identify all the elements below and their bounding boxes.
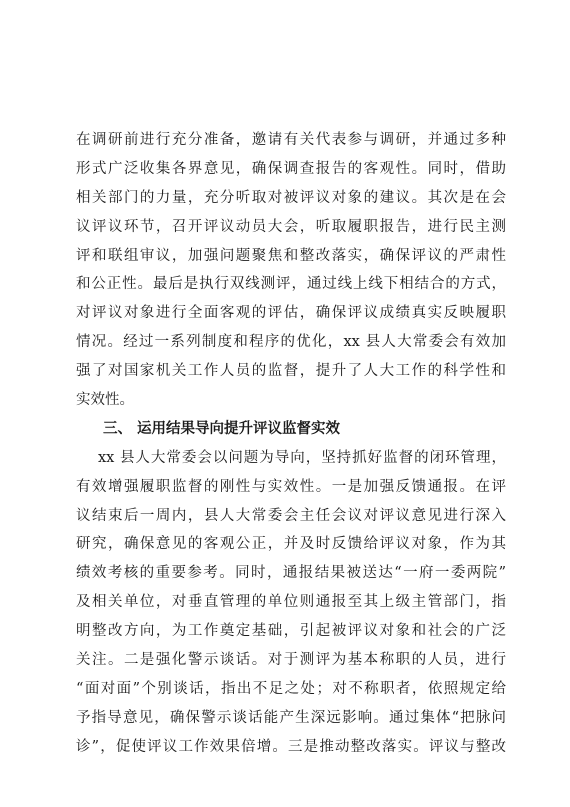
paragraph-line: 和公正性。最后是执行双线测评，通过线上线下相结合的方式， xyxy=(76,276,506,293)
paragraph-line: 予指导意见，确保警示谈话能产生深远影响。通过集体“把脉问 xyxy=(76,709,506,726)
paragraph-line: 研究，确保意见的客观公正，并及时反馈给评议对象，作为其 xyxy=(76,536,506,553)
document-body xyxy=(76,126,506,762)
paragraph-line: 议结束后一周内，县人大常委会主任会议对评议意见进行深入 xyxy=(76,507,506,524)
paragraph-line: “面对面”个别谈话，指出不足之处；对不称职者，依照规定给 xyxy=(76,680,506,697)
paragraph-line: 对评议对象进行全面客观的评估，确保评议成绩真实反映履职 xyxy=(76,305,506,322)
paragraph-line: 在调研前进行充分准备，邀请有关代表参与调研，并通过多种 xyxy=(76,132,506,148)
paragraph-line: 强了对国家机关工作人员的监督，提升了人大工作的科学性和 xyxy=(76,363,506,380)
paragraph-line: 有效增强履职监督的刚性与实效性。一是加强反馈通报。在评 xyxy=(76,478,506,495)
paragraph-line: 明整改方向，为工作奠定基础，引起被评议对象和社会的广泛 xyxy=(76,623,506,640)
paragraph-line: 绩效考核的重要参考。同时，通报结果被送达“一府一委两院” xyxy=(76,565,506,582)
paragraph-line: 议评议环节，召开评议动员大会，听取履职报告，进行民主测 xyxy=(76,218,506,235)
paragraph-line: 实效性。 xyxy=(76,392,134,409)
paragraph-line: 诊”，促使评议工作效果倍增。三是推动整改落实。评议与整改 xyxy=(76,738,506,755)
paragraph-line: 及相关单位，对垂直管理的单位则通报至其上级主管部门，指 xyxy=(76,594,506,611)
paragraph-line: 评和联组审议，加强问题聚焦和整改落实，确保评议的严肃性 xyxy=(76,247,506,264)
paragraph-line: 情况。经过一系列制度和程序的优化，xx 县人大常委会有效加 xyxy=(76,334,506,351)
paragraph-line: 关注。二是强化警示谈话。对于测评为基本称职的人员，进行 xyxy=(76,652,506,669)
section-heading: 三、 运用结果导向提升评议监督实效 xyxy=(103,420,341,437)
paragraph-line: xx 县人大常委会以问题为导向，坚持抓好监督的闭环管理， xyxy=(98,449,506,466)
paragraph-line: 相关部门的力量，充分听取对被评议对象的建议。其次是在会 xyxy=(76,189,506,206)
paragraph-line: 形式广泛收集各界意见，确保调查报告的客观性。同时，借助 xyxy=(76,160,506,177)
